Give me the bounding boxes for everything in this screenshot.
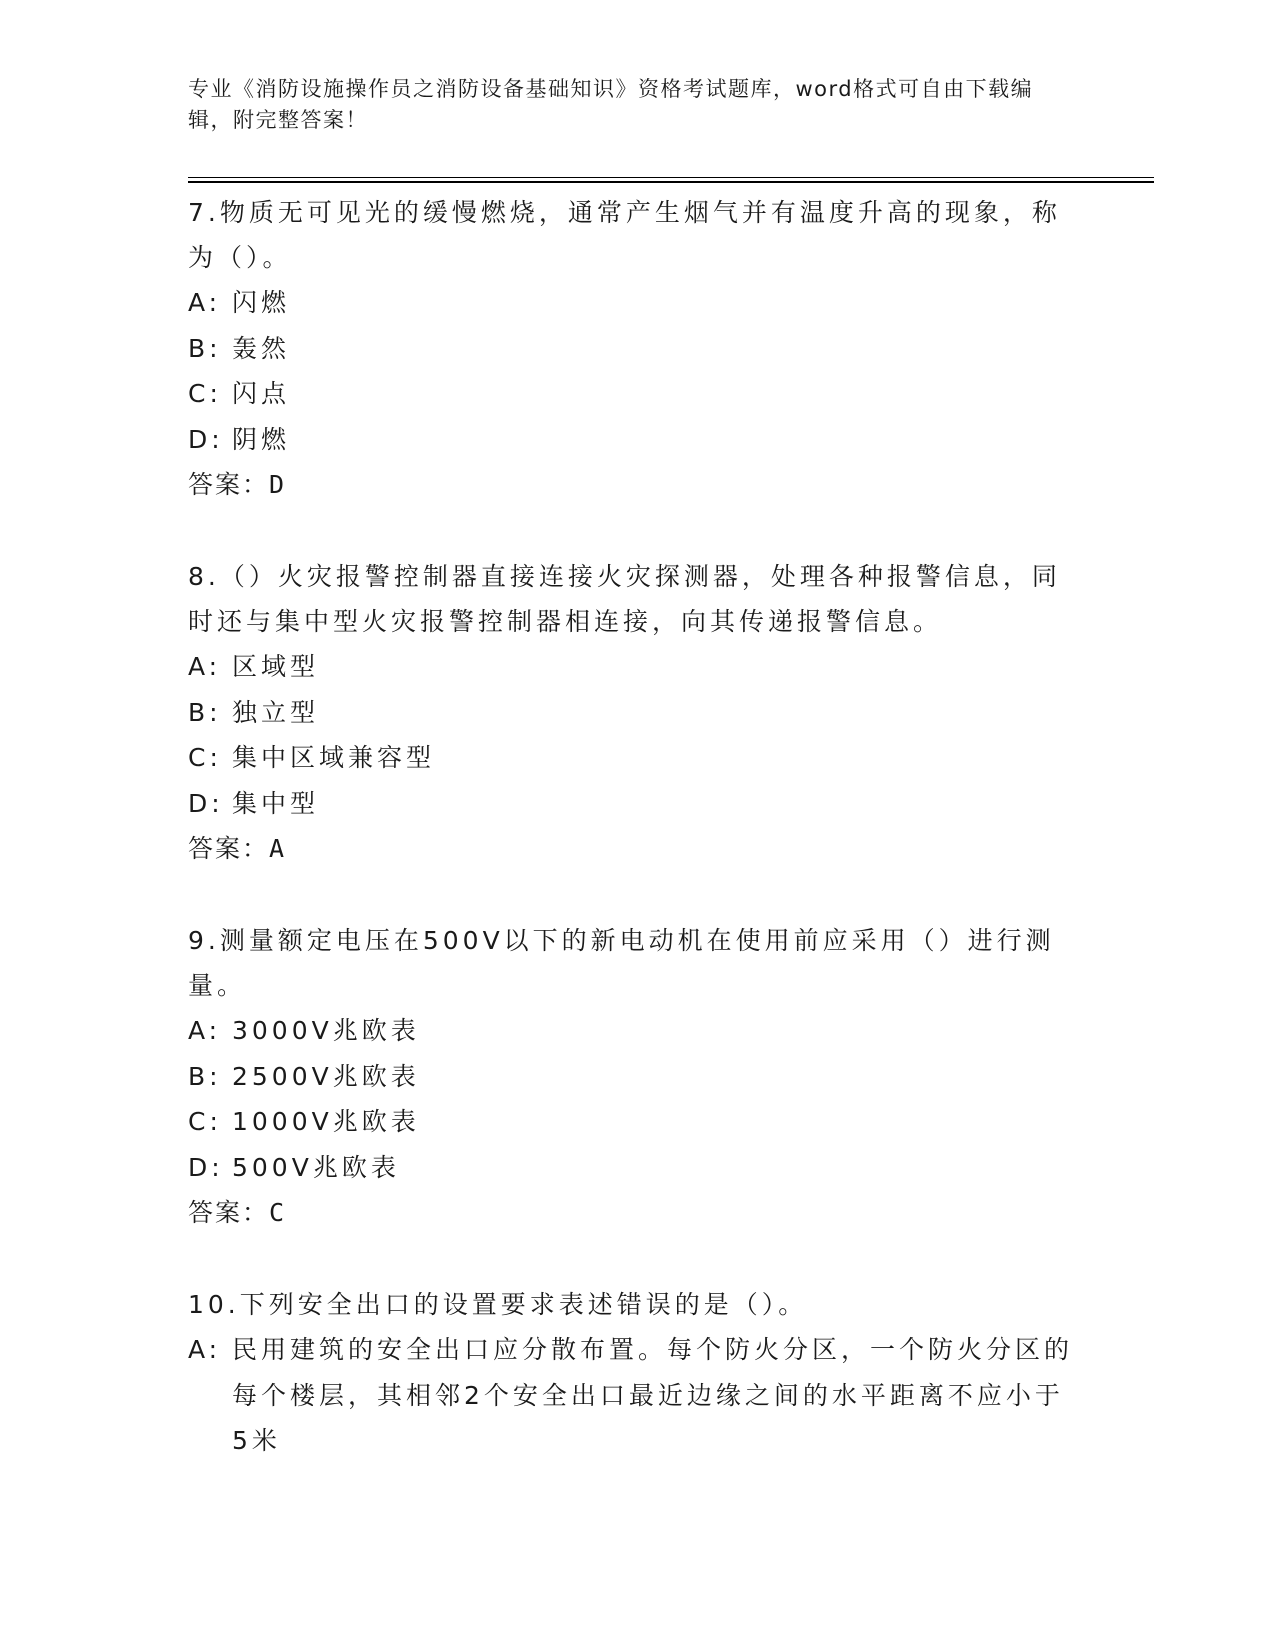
option-b: [188, 326, 1078, 372]
option-text: 3000V兆欧表: [232, 1016, 420, 1045]
header-divider: [188, 177, 1154, 183]
question-list: [188, 190, 1078, 1511]
option-text: 民用建筑的安全出口应分散布置。每个防火分区，一个防火分区的每个楼层，其相邻2个安全出口最近边缘之间的水平距离不应小于5米: [232, 1335, 1074, 1455]
option-text: 2500V兆欧表: [232, 1061, 420, 1091]
answer-line: [188, 462, 1078, 507]
option-text: 集中型: [232, 788, 320, 818]
option-letter: B:: [188, 697, 222, 727]
question-8: [188, 554, 1078, 871]
option-a: [188, 1008, 1078, 1054]
answer-value: A: [269, 834, 287, 863]
option-text: 独立型: [232, 697, 320, 727]
answer-value: C: [269, 1198, 287, 1227]
option-letter: C:: [188, 1107, 222, 1136]
option-a: [188, 1327, 1078, 1464]
option-b: [188, 1054, 1078, 1100]
option-a: [188, 280, 1078, 326]
answer-line: [188, 826, 1078, 871]
option-text: 闪点: [232, 379, 291, 408]
option-letter: D:: [188, 424, 224, 454]
option-letter: A:: [188, 1016, 222, 1045]
answer-label: 答案：: [188, 470, 270, 499]
option-letter: A:: [188, 652, 222, 681]
question-9: [188, 918, 1078, 1235]
option-letter: B:: [188, 333, 222, 363]
question-stem: 7.物质无可见光的缓慢燃烧，通常产生烟气并有温度升高的现象，称为（）。: [188, 198, 1061, 272]
option-a: [188, 644, 1078, 690]
option-letter: C:: [188, 379, 222, 408]
question-stem: 8.（）火灾报警控制器直接连接火灾探测器，处理各种报警信息，同时还与集中型火灾报警控制器相连接，向其传递报警信息。: [188, 562, 1061, 636]
option-c: [188, 1099, 1078, 1145]
option-c: [188, 735, 1078, 781]
question-stem: 10.下列安全出口的设置要求表述错误的是（）。: [188, 1290, 808, 1319]
option-text: 轰然: [232, 333, 291, 363]
option-b: [188, 690, 1078, 736]
option-text: 闪燃: [232, 288, 291, 317]
option-d: [188, 417, 1078, 463]
answer-line: [188, 1190, 1078, 1235]
answer-label: 答案：: [188, 1198, 270, 1227]
option-text: 500V兆欧表: [232, 1152, 400, 1182]
option-c: [188, 371, 1078, 417]
option-letter: D:: [188, 788, 224, 818]
option-letter: B:: [188, 1061, 222, 1091]
answer-label: 答案：: [188, 834, 270, 863]
option-d: [188, 1145, 1078, 1191]
option-letter: A:: [188, 1335, 222, 1364]
option-letter: D:: [188, 1152, 224, 1182]
answer-value: D: [269, 470, 287, 499]
question-7: [188, 190, 1078, 507]
document-header: 专业《消防设施操作员之消防设备基础知识》资格考试题库，word格式可自由下载编辑，附完整答案！: [188, 77, 1034, 132]
question-10: [188, 1282, 1078, 1464]
option-d: [188, 781, 1078, 827]
option-letter: A:: [188, 288, 222, 317]
option-text: 集中区域兼容型: [232, 743, 436, 772]
option-text: 区域型: [232, 652, 320, 681]
option-text: 阴燃: [232, 424, 291, 454]
option-letter: C:: [188, 743, 222, 772]
option-text: 1000V兆欧表: [232, 1107, 420, 1136]
question-stem: 9.测量额定电压在500V以下的新电动机在使用前应采用（）进行测量。: [188, 926, 1055, 1000]
